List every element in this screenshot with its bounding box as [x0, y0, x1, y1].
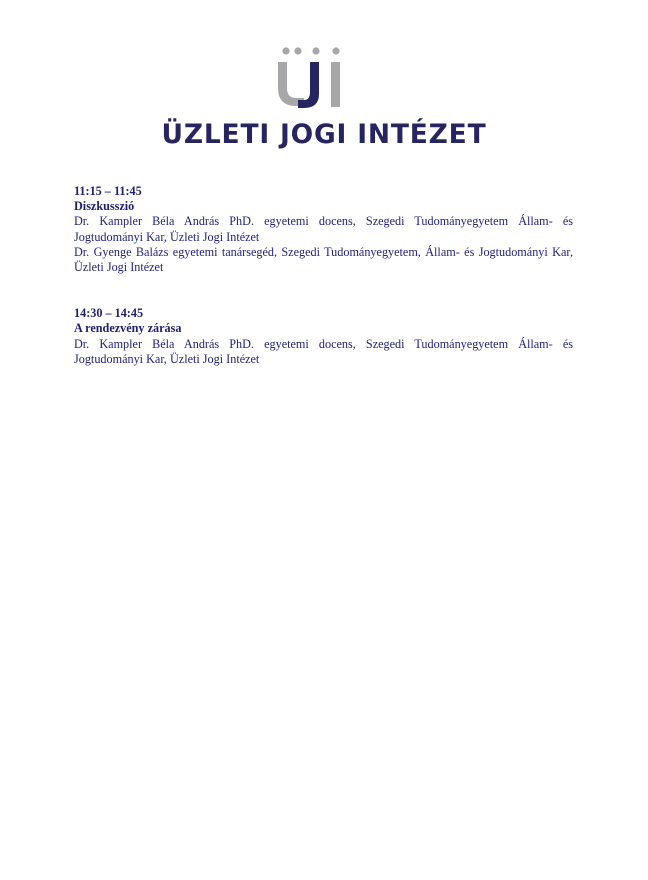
agenda-item-title: A rendezvény zárása [74, 321, 182, 336]
speaker-line: Dr. Kampler Béla András PhD. egyetemi docens, Szegedi Tudományegyetem Állam- és Jogtudományi Kar, Üzleti Jogi Intézet [74, 336, 573, 366]
institute-name: ÜZLETI JOGI INTÉZET [161, 119, 487, 150]
agenda [74, 184, 573, 398]
agenda-item-title: Diszkusszió [74, 199, 135, 214]
agenda-item [74, 184, 573, 275]
agenda-item-time: 14:30 – 14:45 [74, 306, 144, 321]
speaker-line: Dr. Kampler Béla András PhD. egyetemi docens, Szegedi Tudományegyetem Állam- és Jogtudományi Kar, Üzleti Jogi Intézet [74, 214, 573, 244]
speaker-line: Dr. Gyenge Balázs egyetemi tanársegéd, Szegedi Tudományegyetem, Állam- és Jogtudományi Kar, Üzleti Jogi Intézet [74, 244, 573, 275]
uji-logo-mark [274, 44, 350, 110]
institute-logo [0, 44, 648, 156]
agenda-item-time: 11:15 – 11:45 [74, 184, 142, 198]
agenda-item [74, 306, 573, 367]
